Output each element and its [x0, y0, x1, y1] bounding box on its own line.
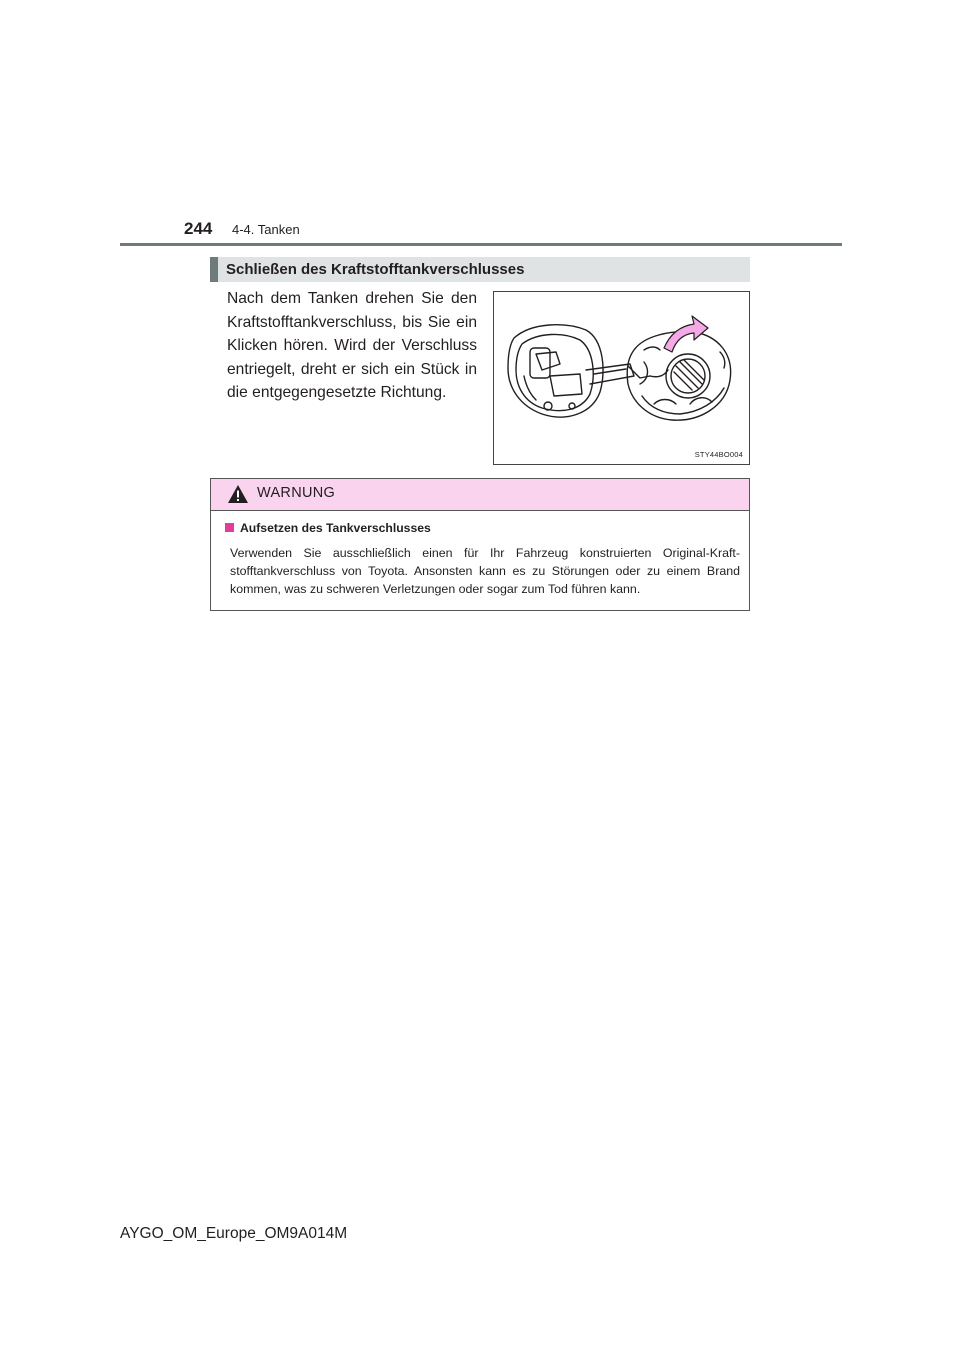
warning-title — [225, 521, 431, 535]
warning-triangle-icon — [227, 484, 249, 504]
fuel-cap-figure — [493, 291, 750, 465]
section-reference: 4-4. Tanken — [232, 222, 300, 237]
section-heading-text: Schließen des Kraftstofftankverschlusses — [226, 261, 525, 278]
warning-title-text: Aufsetzen des Tankverschlusses — [240, 521, 431, 535]
warning-bullet-icon — [225, 523, 234, 532]
rotation-arrow — [664, 316, 708, 352]
warning-text: Verwenden Sie ausschließlich einen für Ihr Fahrzeug konstruierten Original-Kraft-stofftankverschluss von Toyota. Ansonsten kann es zu Störungen oder zu einem Brand kommen, was zu schweren Verletzungen oder sogar zum Tod führen kann. — [230, 546, 740, 596]
warning-box — [210, 478, 750, 611]
fuel-cap-illustration — [494, 292, 749, 464]
figure-code: STY44BO004 — [694, 450, 743, 459]
section-heading — [210, 257, 750, 282]
warning-label: WARNUNG — [257, 485, 336, 501]
heading-bar — [210, 257, 218, 282]
page-number: 244 — [184, 219, 213, 238]
header-rule — [120, 243, 842, 246]
instruction-text: Nach dem Tanken drehen Sie den Kraftstofftankverschluss, bis Sie ein Klicken hören. Wird der Verschluss entriegelt, dreht er sich ein Stück in die entgegengesetzte Richtung. — [227, 290, 477, 401]
document-code: AYGO_OM_Europe_OM9A014M — [120, 1225, 348, 1242]
warning-header — [211, 479, 749, 511]
